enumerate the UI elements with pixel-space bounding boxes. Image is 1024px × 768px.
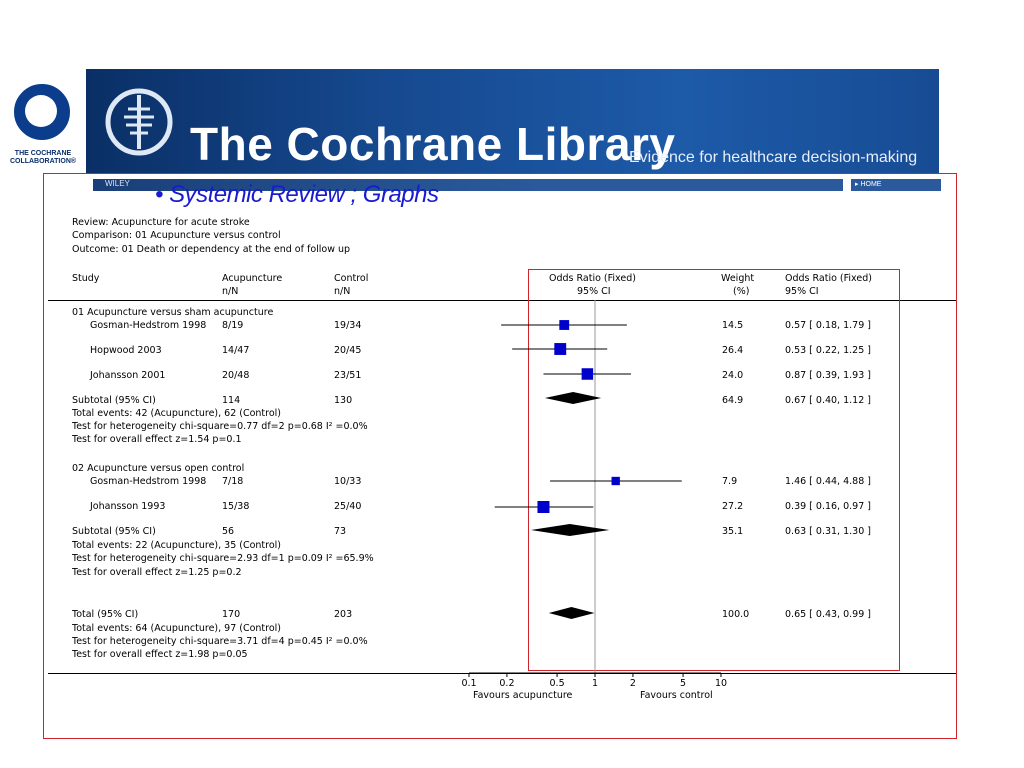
study-effect-marker — [554, 343, 566, 355]
total-events-text: Total events: 22 (Acupuncture), 35 (Control) — [72, 540, 282, 551]
col-control-sub: n/N — [334, 286, 351, 297]
study-name: Gosman-Hedstrom 1998 — [90, 320, 207, 331]
comparison-line: Comparison: 01 Acupuncture versus control — [72, 230, 281, 241]
pooled-diamond — [531, 524, 609, 536]
study-weight: 26.4 — [722, 345, 744, 356]
study-effect-marker — [582, 368, 594, 380]
col-acupuncture-sub: n/N — [222, 286, 239, 297]
subtotal-acu: 114 — [222, 395, 241, 406]
study-name: Johansson 1993 — [90, 501, 166, 512]
col-or-text-header: Odds Ratio (Fixed) — [785, 273, 872, 284]
x-tick-label: 1 — [591, 678, 599, 689]
outcome-line: Outcome: 01 Death or dependency at the end of follow up — [72, 244, 351, 255]
subtotal-weight: 35.1 — [722, 526, 744, 537]
total-ci-text: 0.65 [ 0.43, 0.99 ] — [785, 609, 871, 620]
slide-bullet-heading: • Systemic Review ; Graphs — [155, 181, 439, 208]
study-weight: 7.9 — [722, 476, 738, 487]
study-acu: 7/18 — [222, 476, 244, 487]
collaboration-name-line1: THE COCHRANE — [14, 150, 72, 157]
x-tick-label: 10 — [714, 678, 728, 689]
x-tick-label: 0.1 — [461, 678, 477, 689]
study-name: Johansson 2001 — [90, 370, 166, 381]
total-ctrl: 203 — [334, 609, 353, 620]
col-acupuncture-header: Acupuncture — [222, 273, 283, 284]
x-tick-label: 0.5 — [549, 678, 565, 689]
study-acu: 8/19 — [222, 320, 244, 331]
total-label: Total (95% CI) — [72, 609, 139, 620]
pooled-diamond — [549, 607, 595, 619]
subtotal-ctrl: 73 — [334, 526, 347, 537]
heterogeneity-text: Test for heterogeneity chi-square=0.77 df=2 p=0.68 I² =0.0% — [72, 421, 368, 432]
col-weight-sub: (%) — [733, 286, 750, 297]
favours-right-label: Favours control — [640, 690, 713, 701]
subtotal-acu: 56 — [222, 526, 235, 537]
subtotal-ci-text: 0.67 [ 0.40, 1.12 ] — [785, 395, 871, 406]
x-tick-label: 2 — [629, 678, 636, 689]
col-or-text-sub: 95% CI — [785, 286, 819, 297]
group-title: 02 Acupuncture versus open control — [72, 463, 245, 474]
study-acu: 20/48 — [222, 370, 250, 381]
favours-left-label: Favours acupuncture — [473, 690, 573, 701]
subtotal-ci-text: 0.63 [ 0.31, 1.30 ] — [785, 526, 871, 537]
col-study-header: Study — [72, 273, 100, 284]
study-ci-text: 1.46 [ 0.44, 4.88 ] — [785, 476, 871, 487]
study-ci-text: 0.87 [ 0.39, 1.93 ] — [785, 370, 871, 381]
subtotal-label: Subtotal (95% CI) — [72, 395, 156, 406]
publisher-label: WILEY — [105, 179, 130, 188]
study-acu: 15/38 — [222, 501, 250, 512]
overall-effect-text: Test for overall effect z=1.54 p=0.1 — [72, 434, 242, 445]
study-ci-text: 0.57 [ 0.18, 1.79 ] — [785, 320, 871, 331]
study-ctrl: 23/51 — [334, 370, 362, 381]
col-or-plot-header: Odds Ratio (Fixed) — [549, 273, 636, 284]
overall-effect-text: Test for overall effect z=1.25 p=0.2 — [72, 567, 242, 578]
subtotal-ctrl: 130 — [334, 395, 353, 406]
pooled-diamond — [545, 392, 601, 404]
home-link[interactable]: ▸ HOME — [851, 179, 941, 191]
total-events-text: Total events: 42 (Acupuncture), 62 (Control) — [72, 408, 282, 419]
total-events-text: Total events: 64 (Acupuncture), 97 (Control) — [72, 623, 282, 634]
study-effect-marker — [612, 477, 620, 485]
collaboration-name-line2: COLLABORATION® — [9, 158, 77, 165]
library-title: The Cochrane Library — [190, 118, 676, 170]
study-effect-marker — [559, 320, 569, 330]
subtotal-weight: 64.9 — [722, 395, 744, 406]
heterogeneity-text: Test for heterogeneity chi-square=3.71 df=4 p=0.45 I² =0.0% — [72, 636, 368, 647]
x-tick-label: 0.2 — [499, 678, 515, 689]
study-weight: 14.5 — [722, 320, 744, 331]
study-weight: 27.2 — [722, 501, 744, 512]
total-weight: 100.0 — [722, 609, 750, 620]
col-weight-header: Weight — [721, 273, 755, 284]
x-tick-label: 5 — [680, 678, 687, 689]
study-ci-text: 0.53 [ 0.22, 1.25 ] — [785, 345, 871, 356]
review-line: Review: Acupuncture for acute stroke — [72, 217, 250, 228]
overall-effect-text: Test for overall effect z=1.98 p=0.05 — [72, 649, 248, 660]
col-or-plot-sub: 95% CI — [577, 286, 611, 297]
study-ci-text: 0.39 [ 0.16, 0.97 ] — [785, 501, 871, 512]
heterogeneity-text: Test for heterogeneity chi-square=2.93 df=1 p=0.09 I² =65.9% — [72, 553, 374, 564]
study-ctrl: 10/33 — [334, 476, 362, 487]
study-ctrl: 20/45 — [334, 345, 362, 356]
library-tagline: Evidence for healthcare decision-making — [629, 149, 918, 166]
study-ctrl: 19/34 — [334, 320, 362, 331]
group-title: 01 Acupuncture versus sham acupuncture — [72, 307, 274, 318]
subtotal-label: Subtotal (95% CI) — [72, 526, 156, 537]
study-name: Hopwood 2003 — [90, 345, 162, 356]
study-acu: 14/47 — [222, 345, 250, 356]
study-name: Gosman-Hedstrom 1998 — [90, 476, 207, 487]
study-weight: 24.0 — [722, 370, 744, 381]
total-acu: 170 — [222, 609, 241, 620]
study-ctrl: 25/40 — [334, 501, 362, 512]
study-effect-marker — [537, 501, 549, 513]
col-control-header: Control — [334, 273, 369, 284]
